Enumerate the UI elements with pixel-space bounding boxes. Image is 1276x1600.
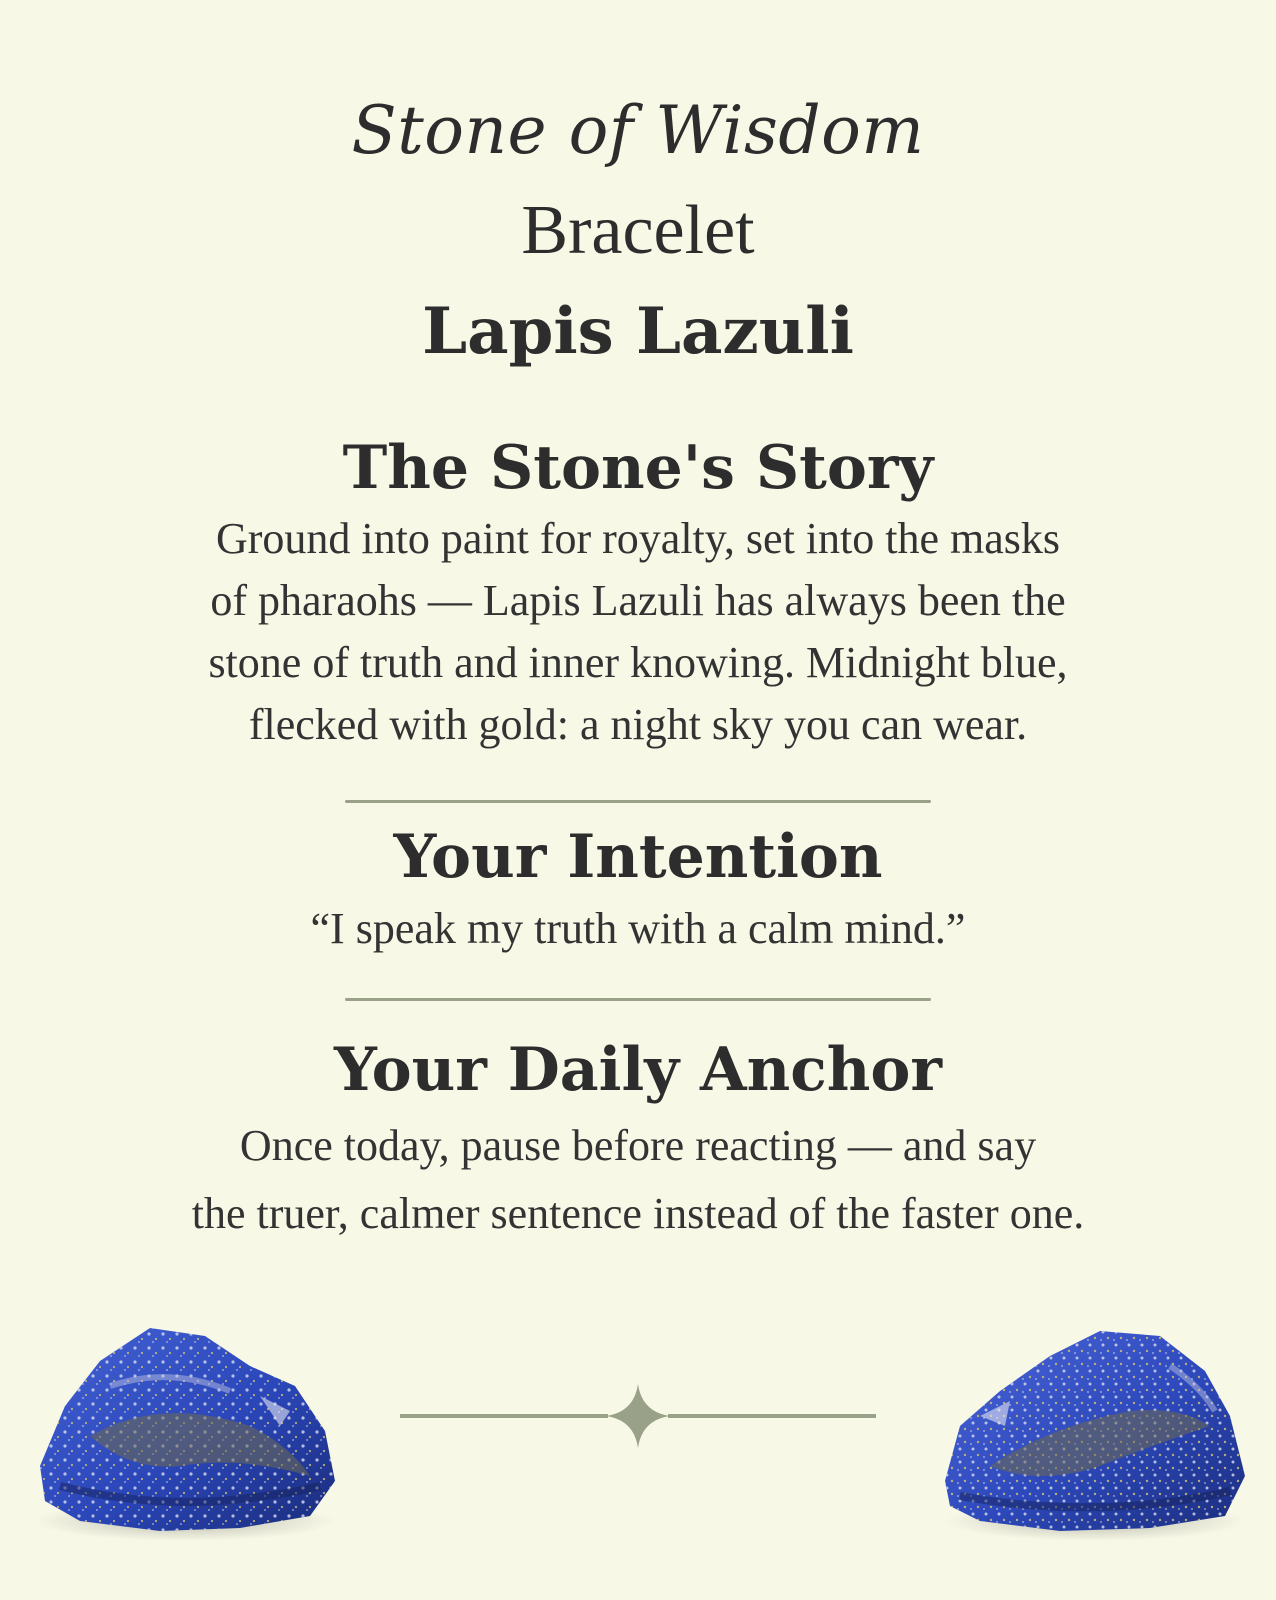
star-divider-icon [400,1376,876,1456]
intention-heading: Your Intention [393,822,883,892]
product-type: Bracelet [521,192,755,269]
section-divider [345,800,931,803]
anchor-text [0,1112,1276,1248]
story-line: stone of truth and inner knowing. Midnight blue, [208,638,1068,687]
stone-name: Lapis Lazuli [422,294,854,369]
anchor-line: Once today, pause before reacting — and say [239,1121,1037,1170]
lapis-stone-left-icon [20,1316,350,1546]
anchor-line: the truer, calmer sentence instead of the faster one. [191,1189,1085,1238]
anchor-heading: Your Daily Anchor [334,1035,942,1105]
story-heading: The Stone's Story [342,433,934,503]
story-line: of pharaohs — Lapis Lazuli has always been the [210,576,1066,625]
story-line: flecked with gold: a night sky you can wear. [248,700,1028,749]
intention-quote: “I speak my truth with a calm mind.” [310,904,966,953]
story-text [0,508,1276,756]
section-divider [345,998,931,1001]
collection-title: Stone of Wisdom [351,92,925,169]
story-line: Ground into paint for royalty, set into the masks [215,514,1060,563]
lapis-stone-right-icon [930,1316,1260,1546]
